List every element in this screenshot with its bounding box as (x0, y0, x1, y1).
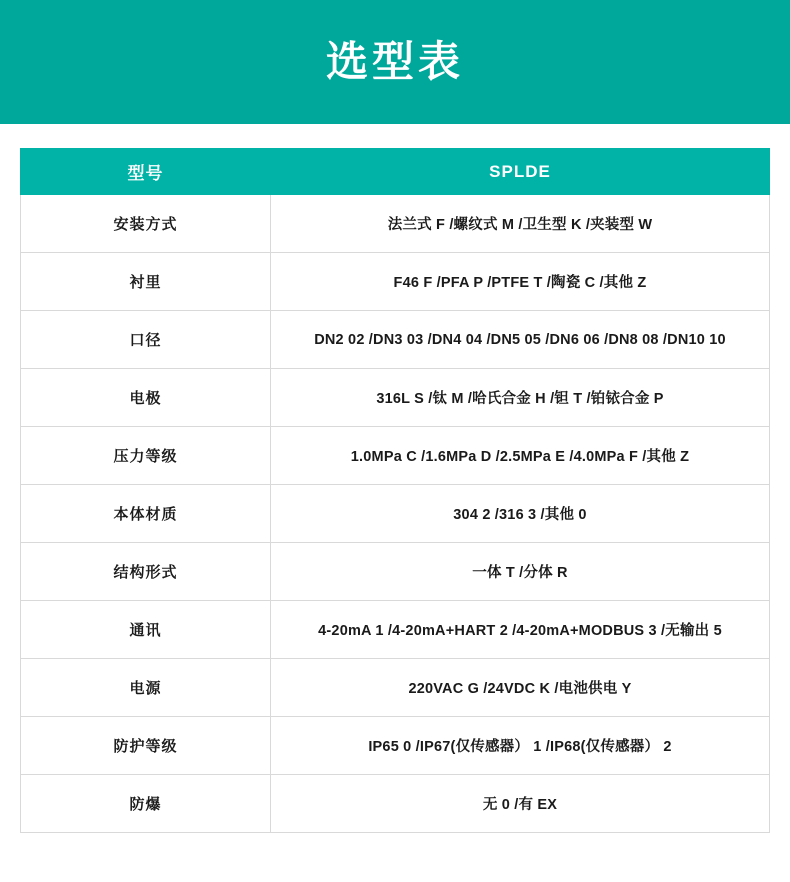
row-label-body-material: 本体材质 (21, 485, 271, 543)
row-label-pressure-rating: 压力等级 (21, 427, 271, 485)
table-row (21, 601, 770, 659)
row-value-structure: 一体 T /分体 R (271, 543, 770, 601)
row-label-communication: 通讯 (21, 601, 271, 659)
selection-table-body (21, 149, 770, 833)
selection-table-container (0, 124, 790, 833)
table-header-row (21, 149, 770, 195)
table-row (21, 485, 770, 543)
row-label-structure: 结构形式 (21, 543, 271, 601)
row-value-installation: 法兰式 F /螺纹式 M /卫生型 K /夹装型 W (271, 195, 770, 253)
row-label-power-supply: 电源 (21, 659, 271, 717)
row-value-diameter: DN2 02 /DN3 03 /DN4 04 /DN5 05 /DN6 06 /DN8 08 /DN10 10 (271, 311, 770, 369)
row-label-protection-rating: 防护等级 (21, 717, 271, 775)
row-label-diameter: 口径 (21, 311, 271, 369)
row-value-electrode: 316L S /钛 M /哈氏合金 H /钽 T /铂铱合金 P (271, 369, 770, 427)
row-label-installation: 安装方式 (21, 195, 271, 253)
row-value-power-supply: 220VAC G /24VDC K /电池供电 Y (271, 659, 770, 717)
row-label-lining: 衬里 (21, 253, 271, 311)
table-row (21, 311, 770, 369)
row-value-lining: F46 F /PFA P /PTFE T /陶瓷 C /其他 Z (271, 253, 770, 311)
row-value-communication: 4-20mA 1 /4-20mA+HART 2 /4-20mA+MODBUS 3 /无输出 5 (271, 601, 770, 659)
row-value-explosion-proof: 无 0 /有 EX (271, 775, 770, 833)
table-row (21, 775, 770, 833)
row-label-explosion-proof: 防爆 (21, 775, 271, 833)
table-header-model-value: SPLDE (271, 149, 770, 195)
selection-table (20, 148, 770, 833)
table-row (21, 427, 770, 485)
table-row (21, 253, 770, 311)
table-row (21, 369, 770, 427)
table-row (21, 717, 770, 775)
table-row (21, 659, 770, 717)
table-header-model-label: 型号 (21, 149, 271, 195)
table-row (21, 543, 770, 601)
table-row (21, 195, 770, 253)
row-value-pressure-rating: 1.0MPa C /1.6MPa D /2.5MPa E /4.0MPa F /其他 Z (271, 427, 770, 485)
row-label-electrode: 电极 (21, 369, 271, 427)
page-banner (0, 0, 790, 124)
row-value-protection-rating: IP65 0 /IP67(仅传感器） 1 /IP68(仅传感器） 2 (271, 717, 770, 775)
row-value-body-material: 304 2 /316 3 /其他 0 (271, 485, 770, 543)
page-title: 选型表 (325, 38, 464, 85)
